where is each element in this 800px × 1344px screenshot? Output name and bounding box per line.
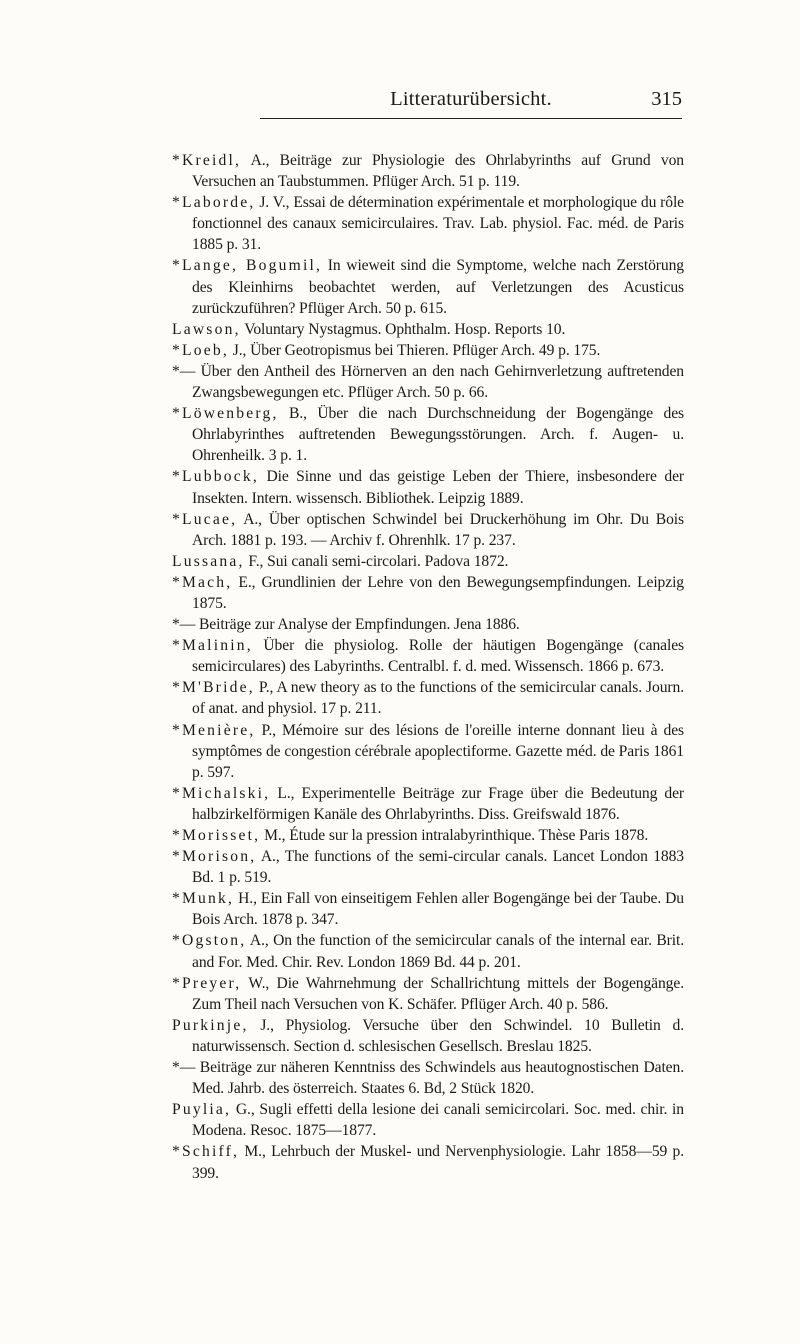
bibliography-entry: [172, 614, 684, 635]
entry-author: Puylia,: [172, 1101, 232, 1119]
entry-text: Voluntary Nystagmus. Ophthalm. Hosp. Reports 10.: [240, 320, 566, 338]
bibliography-entry: [172, 319, 684, 340]
bibliography-entry: [172, 403, 684, 466]
entry-text: A., Beiträge zur Physiologie des Ohrlabyrinths auf Grund von Versuchen an Taubstummen. Pflüger Arch. 51 p. 119.: [192, 152, 684, 191]
entry-author: *Lubbock,: [172, 468, 259, 486]
entry-text: *— Über den Antheil des Hörnerven an den nach Gehirnverletzung auftretenden Zwangsbewegungen etc. Pflüger Arch. 50 p. 66.: [172, 362, 684, 402]
entry-author: *Schiff,: [172, 1143, 240, 1161]
entry-text: A., Über optischen Schwindel bei Druckerhöhung im Ohr. Du Bois Arch. 1881 p. 193. — Archiv f. Ohrenhlk. 17 p. 237.: [192, 510, 684, 549]
entry-author: *Kreidl,: [172, 152, 242, 169]
bibliography-entry: [172, 825, 684, 846]
entry-author: *Lucae,: [172, 510, 238, 528]
entry-author: *Michalski,: [172, 784, 271, 802]
entry-author: *Menière,: [172, 721, 256, 739]
entry-text: P., A new theory as to the functions of the semicircular canals. Journ. of anat. and physiol. 17 p. 211.: [192, 679, 684, 718]
entry-text: M., Étude sur la pression intralabyrinthique. Thèse Paris 1878.: [260, 827, 649, 844]
entry-author: *Laborde,: [172, 194, 256, 212]
running-header: [260, 88, 682, 119]
entry-author: *Lange, Bogumil,: [172, 257, 323, 275]
bibliography-entry: [172, 192, 684, 255]
bibliography-entry: [172, 509, 684, 551]
entry-text: *— Beiträge zur Analyse der Empfindungen. Jena 1886.: [172, 616, 520, 634]
bibliography-entry: [172, 930, 684, 972]
bibliography-list: [172, 150, 684, 1184]
entry-text: J., Über Geotropismus bei Thieren. Pflüger Arch. 49 p. 175.: [228, 341, 601, 359]
bibliography-entry: [172, 973, 684, 1015]
entry-text: A., The functions of the semi-circular canals. Lancet London 1883 Bd. 1 p. 519.: [192, 848, 684, 887]
entry-text: L., Experimentelle Beiträge zur Frage über die Bedeutung der halbzirkelförmigen Kanäle des Ohrlabyrinths. Diss. Greifswald 1876.: [192, 784, 684, 823]
entry-text: E., Grundlinien der Lehre von den Bewegungsempfindungen. Leipzig 1875.: [192, 573, 684, 612]
bibliography-entry: [172, 150, 684, 192]
entry-author: *M'Bride,: [172, 679, 255, 697]
entry-author: Lussana,: [172, 552, 245, 570]
entry-text: J. V., Essai de détermination expérimentale et morphologique du rôle fonctionnel des canaux semicirculaires. Trav. Lab. physiol. Fac. méd. de Paris 1885 p. 31.: [192, 194, 684, 254]
entry-text: J., Physiolog. Versuche über den Schwindel. 10 Bulletin d. naturwissensch. Section d. schlesischen Gesellsch. Breslau 1825.: [192, 1016, 684, 1055]
entry-text: In wieweit sind die Symptome, welche nach Zerstörung des Kleinhirns beobachtet werden, auf Verletzungen des Acusticus zurückzuführen? Pflüger Arch. 50 p. 615.: [192, 257, 684, 317]
entry-author: *Löwenberg,: [172, 405, 279, 423]
bibliography-entry: [172, 888, 684, 930]
entry-text: B., Über die nach Durchschneidung der Bogengänge des Ohrlabyrinthes auftretenden Bewegungsstörungen. Arch. f. Augen- u. Ohrenheilk. 3 p. 1.: [192, 405, 684, 465]
bibliography-entry: [172, 255, 684, 318]
page-number: 315: [651, 88, 682, 110]
entry-text: F., Sui canali semi-circolari. Padova 1872.: [244, 552, 509, 570]
bibliography-entry: [172, 677, 684, 719]
entry-author: *Preyer,: [172, 974, 242, 992]
entry-text: W., Die Wahrnehmung der Schallrichtung mittels der Bogengänge. Zum Theil nach Versuchen von K. Schäfer. Pflüger Arch. 40 p. 586.: [192, 974, 684, 1013]
running-title: Litteraturübersicht.: [390, 88, 552, 110]
entry-author: Purkinje,: [172, 1016, 249, 1034]
entry-text: A., On the function of the semicircular canals of the internal ear. Brit. and For. Med. Chir. Rev. London 1869 Bd. 44 p. 201.: [192, 932, 684, 971]
bibliography-entry: [172, 572, 684, 614]
entry-author: *Morisset,: [172, 827, 261, 844]
entry-author: *Munk,: [172, 890, 235, 908]
bibliography-entry: [172, 846, 684, 888]
entry-author: *Mach,: [172, 573, 233, 591]
entry-text: G., Sugli effetti della lesione dei canali semicircolari. Soc. med. chir. in Modena. Resoc. 1875—1877.: [192, 1101, 684, 1140]
bibliography-entry: [172, 1099, 684, 1141]
bibliography-entry: [172, 1015, 684, 1057]
bibliography-entry: [172, 466, 684, 508]
entry-text: Die Sinne und das geistige Leben der Thiere, insbesondere der Insekten. Intern. wissensch. Bibliothek. Leipzig 1889.: [192, 468, 684, 507]
bibliography-entry: [172, 340, 684, 361]
bibliography-entry: [172, 635, 684, 677]
entry-text: H., Ein Fall von einseitigem Fehlen aller Bogengänge bei der Taube. Du Bois Arch. 1878 p. 347.: [192, 890, 684, 929]
entry-text: M., Lehrbuch der Muskel- und Nervenphysiologie. Lahr 1858—59 p. 399.: [192, 1143, 684, 1182]
bibliography-entry: [172, 720, 684, 783]
entry-text: P., Mémoire sur des lésions de l'oreille interne donnant lieu à des symptômes de congestion cérébrale apoplectiforme. Gazette méd. de Paris 1861 p. 597.: [192, 721, 684, 781]
entry-author: *Ogston,: [172, 932, 247, 950]
bibliography-entry: [172, 1057, 684, 1099]
entry-author: *Morison,: [172, 848, 257, 866]
entry-text: Über die physiolog. Rolle der häutigen Bogengänge (canales semicirculares) des Labyrinths. Centralbl. f. d. med. Wissensch. 1866 p. 673.: [192, 637, 684, 676]
entry-author: Lawson,: [172, 320, 241, 338]
bibliography-entry: [172, 1141, 684, 1183]
bibliography-entry: [172, 361, 684, 403]
entry-author: *Loeb,: [172, 341, 229, 359]
bibliography-entry: [172, 551, 684, 572]
bibliography-entry: [172, 783, 684, 825]
entry-text: *— Beiträge zur näheren Kenntniss des Schwindels aus heautognostischen Daten. Med. Jahrb. des österreich. Staates 6. Bd, 2 Stück 1820.: [172, 1059, 684, 1098]
entry-author: *Malinin,: [172, 637, 253, 655]
